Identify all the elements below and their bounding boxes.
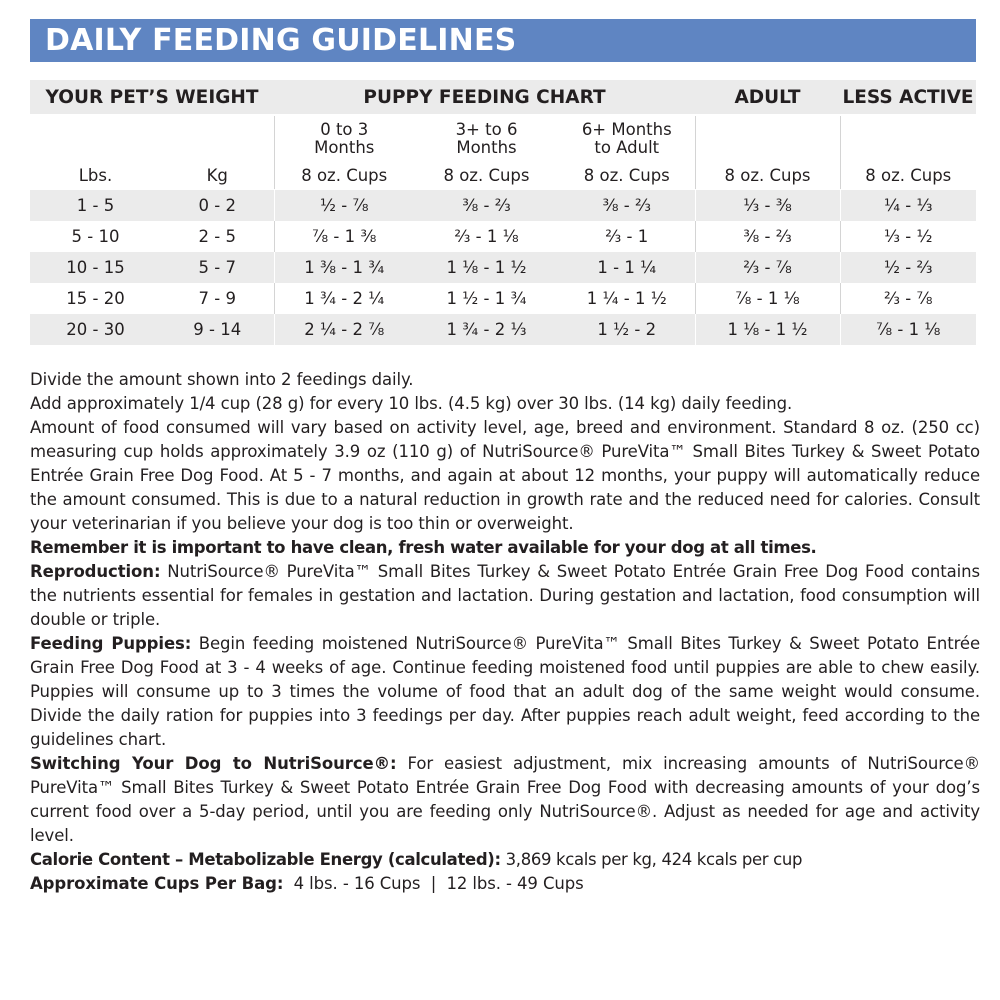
header-weight: YOUR PET’S WEIGHT (30, 80, 274, 115)
feeding-puppies-label: Feeding Puppies: (30, 634, 192, 653)
note-water: Remember it is important to have clean, fresh water available for your dog at all times. (30, 538, 817, 557)
table-cell: 1 - 1 ¼ (559, 252, 695, 283)
table-cell: 1 ¾ - 2 ⅓ (414, 314, 559, 345)
table-cell: ⅔ - 1 ⅛ (454, 227, 519, 246)
table-subheader-row (30, 115, 976, 161)
unit-cell: 8 oz. Cups (695, 161, 840, 190)
unit-cell: 8 oz. Cups (559, 161, 695, 190)
table-row (30, 283, 976, 314)
feeding-puppies-text: Begin feeding moistened NutriSource® PureVita™ Small Bites Turkey & Sweet Potato Entrée Grain Free Dog Food at 3 - 4 weeks of age. Continue feeding moistened food until puppies are able to chew easily. Puppies will consume up to 3 times the volume of food that an adult dog of the same weight would consume. Divide the daily ration for puppies into 3 feedings per day. After puppies reach adult weight, feed according to the guidelines chart. (30, 634, 981, 749)
table-row (30, 221, 976, 252)
unit-cell: Lbs. (30, 161, 161, 190)
note-divide: Divide the amount shown into 2 feedings daily. (30, 370, 414, 389)
cups-per-bag-text: 4 lbs. - 16 Cups | 12 lbs. - 49 Cups (283, 874, 584, 893)
table-cell: 1 ¾ - 2 ¼ (274, 283, 414, 314)
table-cell: ⅓ - ½ (840, 221, 976, 252)
table-cell: 5 - 7 (161, 252, 274, 283)
header-adult: ADULT (695, 80, 840, 115)
note-cups-per-bag (30, 872, 980, 896)
table-cell: 20 - 30 (30, 314, 161, 345)
table-cell: 0 - 2 (161, 190, 274, 222)
unit-cell: Kg (161, 161, 274, 190)
table-cell: ⅜ - ⅔ (414, 190, 559, 222)
table-units-row (30, 161, 976, 190)
subheader-3-6-months: 3+ to 6 Months (455, 119, 518, 157)
note-feeding-puppies (30, 632, 980, 752)
table-cell: 1 ¼ - 1 ½ (586, 289, 667, 308)
table-cell: 2 ¼ - 2 ⅞ (274, 314, 414, 345)
table-cell: 9 - 14 (161, 314, 274, 345)
table-cell: ⅔ - ⅞ (840, 283, 976, 314)
table-row (30, 190, 976, 222)
table-cell: ⅓ - ⅜ (695, 190, 840, 222)
table-header-row (30, 80, 976, 115)
feeding-table (30, 80, 976, 345)
subheader-6-months-adult: 6+ Months to Adult (581, 119, 672, 157)
calorie-label: Calorie Content – Metabolizable Energy (calculated): (30, 850, 501, 869)
page-title-banner (30, 19, 976, 62)
unit-cell: 8 oz. Cups (414, 161, 559, 190)
switching-label: Switching Your Dog to NutriSource®: (30, 754, 397, 773)
unit-cell: 8 oz. Cups (274, 161, 414, 190)
table-cell: 2 - 5 (198, 227, 236, 246)
table-cell: ⅞ - 1 ⅛ (695, 283, 840, 314)
note-add: Add approximately 1/4 cup (28 g) for every 10 lbs. (4.5 kg) over 30 lbs. (14 kg) daily feeding. (30, 394, 793, 413)
table-row (30, 314, 976, 345)
table-cell: 1 ⅛ - 1 ½ (414, 252, 559, 283)
table-cell: 10 - 15 (30, 252, 161, 283)
table-row (30, 252, 976, 283)
table-cell: ½ - ⅔ (840, 252, 976, 283)
calorie-text: 3,869 kcals per kg, 424 kcals per cup (500, 850, 803, 869)
note-reproduction (30, 560, 980, 632)
table-cell: ⅜ - ⅔ (695, 221, 840, 252)
reproduction-text: NutriSource® PureVita™ Small Bites Turkey & Sweet Potato Entrée Grain Free Dog Food contains the nutrients essential for females in gestation and lactation. During gestation and lactation, food consumption will double or triple. (30, 562, 980, 629)
table-cell: 1 - 5 (30, 190, 161, 222)
feeding-notes (30, 368, 980, 896)
page-title: DAILY FEEDING GUIDELINES (45, 23, 517, 58)
unit-cell: 8 oz. Cups (840, 161, 976, 190)
header-less-active: LESS ACTIVE (840, 80, 976, 115)
reproduction-label: Reproduction: (30, 562, 161, 581)
note-switching (30, 752, 980, 848)
table-cell: 15 - 20 (66, 289, 125, 308)
table-cell: 1 ½ - 1 ¾ (446, 289, 527, 308)
table-cell: 1 ½ - 2 (559, 314, 695, 345)
table-cell: 1 ⅜ - 1 ¾ (274, 252, 414, 283)
header-puppy: PUPPY FEEDING CHART (274, 80, 695, 115)
table-cell: ⅔ - ⅞ (695, 252, 840, 283)
table-cell: ⅔ - 1 (605, 227, 649, 246)
table-cell: ⅞ - 1 ⅜ (274, 221, 414, 252)
table-cell: ¼ - ⅓ (840, 190, 976, 222)
table-cell: 5 - 10 (71, 227, 120, 246)
note-amount: Amount of food consumed will vary based on activity level, age, breed and environment. Standard 8 oz. (250 cc) measuring cup holds approximately 3.9 oz (110 g) of NutriSource® PureVita™ Small Bites Turkey & Sweet Potato Entrée Grain Free Dog Food. At 5 - 7 months, and again at about 12 months, your puppy will automatically reduce the amount consumed. This is due to a natural reduction in growth rate and the reduced need for calories. Consult your veterinarian if you believe your dog is too thin or overweight. (30, 418, 980, 533)
subheader-0-3-months: 0 to 3 Months (274, 115, 414, 161)
cups-per-bag-label: Approximate Cups Per Bag: (30, 874, 284, 893)
note-calorie (30, 848, 980, 872)
table-cell: 1 ⅛ - 1 ½ (695, 314, 840, 345)
table-cell: 7 - 9 (198, 289, 236, 308)
table-cell: ½ - ⅞ (274, 190, 414, 222)
switching-text: For easiest adjustment, mix increasing amounts of NutriSource® PureVita™ Small Bites Turkey & Sweet Potato Entrée Grain Free Dog Food with decreasing amounts of your dog’s current food over a 5-day period, until you are feeding only NutriSource®. Adjust as needed for age and activity level. (30, 754, 980, 845)
table-cell: ⅜ - ⅔ (559, 190, 695, 222)
table-cell: ⅞ - 1 ⅛ (840, 314, 976, 345)
